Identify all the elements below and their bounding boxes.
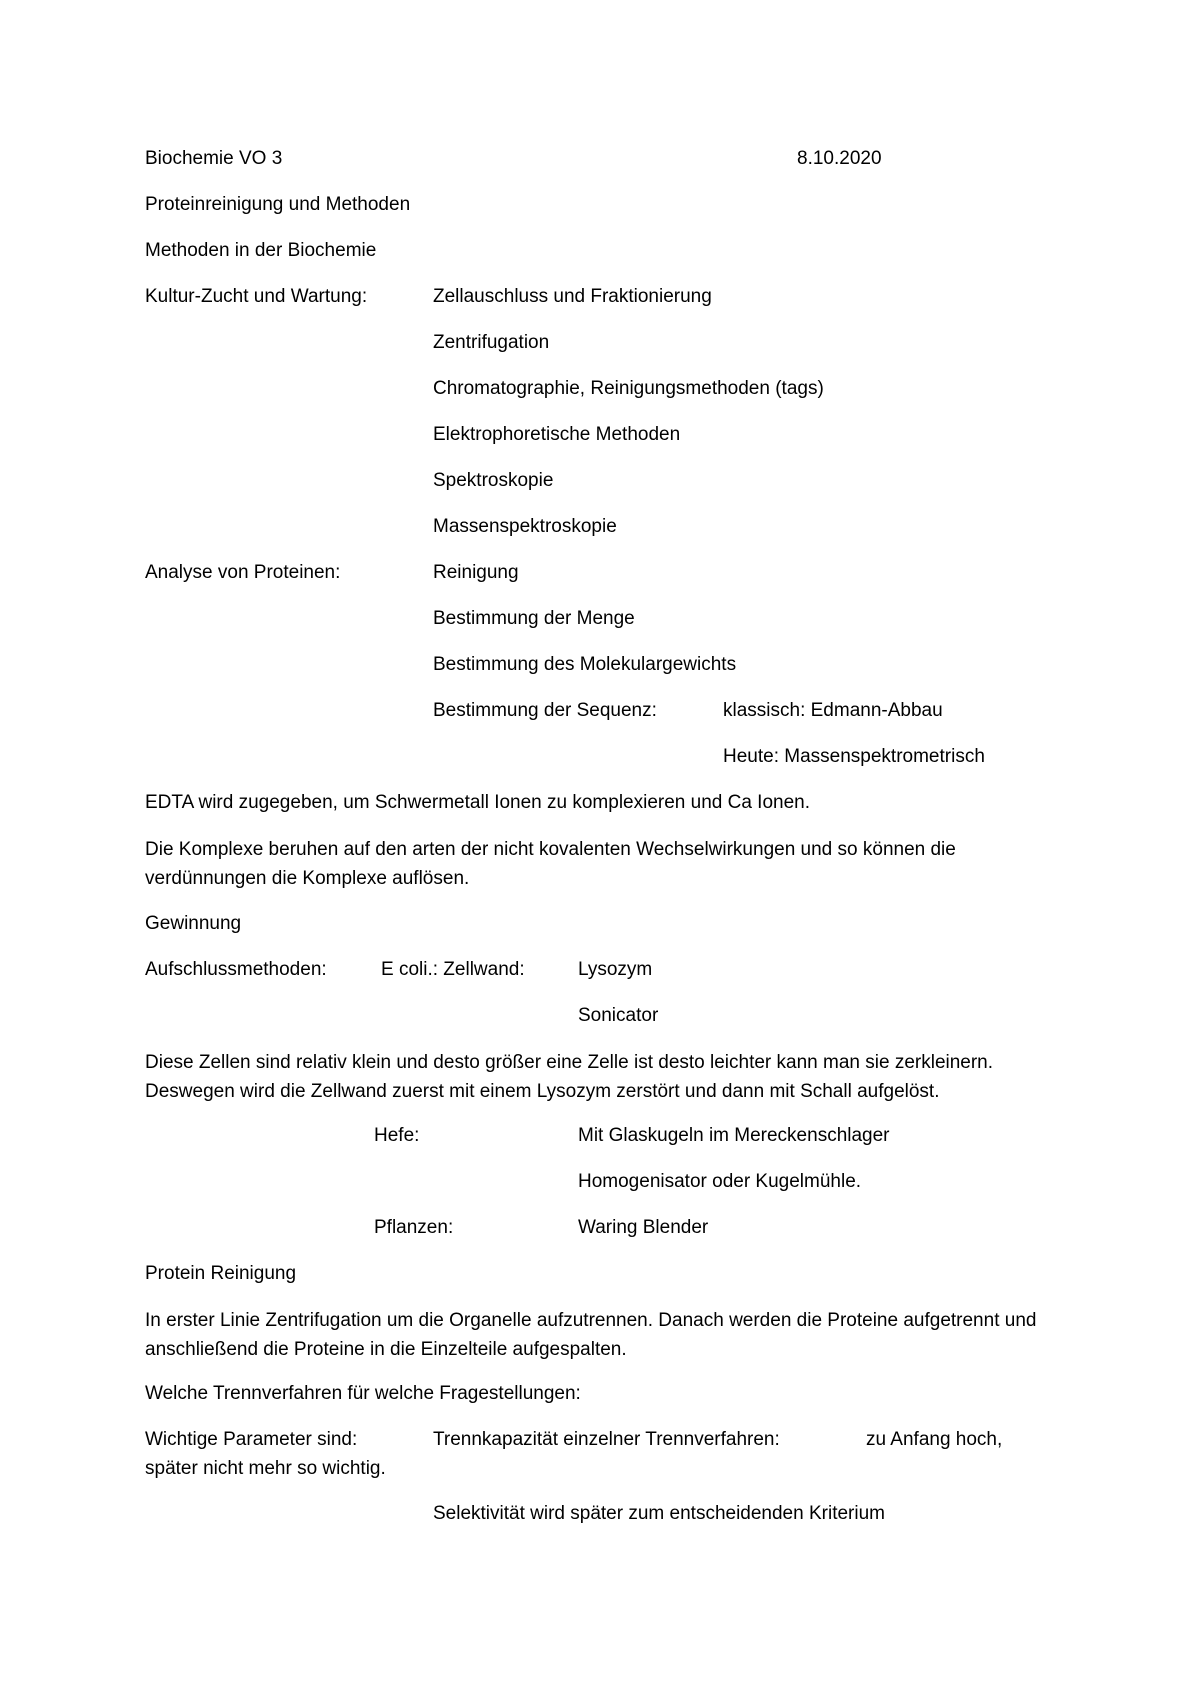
reinigung-heading: Protein Reinigung: [145, 1263, 297, 1284]
kultur-item: Spektroskopie: [433, 470, 554, 491]
analyse-item: Reinigung: [433, 562, 519, 583]
kultur-item: Elektrophoretische Methoden: [433, 424, 681, 445]
analyse-item: Bestimmung der Menge: [433, 608, 635, 629]
document-title: Biochemie VO 3: [145, 148, 283, 169]
reinigung-paragraph: In erster Linie Zentrifugation um die Organelle aufzutrennen. Danach werden die Proteine aufgetrennt und anschließend die Proteine in die Einzelteile aufgespalten.: [145, 1310, 1037, 1360]
trenn-question: Welche Trennverfahren für welche Fragestellungen:: [145, 1383, 581, 1404]
parameter-continuation: später nicht mehr so wichtig.: [145, 1458, 386, 1479]
edta-paragraph: EDTA wird zugegeben, um Schwermetall Ionen zu komplexieren und Ca Ionen.: [145, 792, 811, 813]
aufschluss-label: Aufschlussmethoden:: [145, 959, 327, 980]
kultur-item: Chromatographie, Reinigungsmethoden (tags): [433, 378, 824, 399]
hefe-label: Hefe:: [374, 1125, 420, 1146]
ecoli-item: Sonicator: [578, 1005, 659, 1026]
zellen-paragraph: Diese Zellen sind relativ klein und desto größer eine Zelle ist desto leichter kann man sie zerkleinern. Deswegen wird die Zellwand zuerst mit einem Lysozym zerstört und dann mit Schall aufgelöst.: [145, 1052, 994, 1102]
ecoli-label: E coli.: Zellwand:: [381, 959, 525, 980]
pflanzen-item: Waring Blender: [578, 1217, 709, 1238]
parameter-label: Wichtige Parameter sind:: [145, 1429, 358, 1450]
methods-heading: Methoden in der Biochemie: [145, 240, 377, 261]
pflanzen-label: Pflanzen:: [374, 1217, 454, 1238]
parameter-kapazitaet: Trennkapazität einzelner Trennverfahren:: [433, 1429, 780, 1450]
analyse-item: Bestimmung des Molekulargewichts: [433, 654, 737, 675]
hefe-item: Homogenisator oder Kugelmühle.: [578, 1171, 862, 1192]
komplexe-paragraph: Die Komplexe beruhen auf den arten der nicht kovalenten Wechselwirkungen und so können die verdünnungen die Komplexe auflösen.: [145, 839, 956, 889]
document-date: 8.10.2020: [797, 148, 882, 169]
sequenz-today: Heute: Massenspektrometrisch: [723, 746, 985, 767]
kultur-item: Zentrifugation: [433, 332, 550, 353]
ecoli-item: Lysozym: [578, 959, 653, 980]
hefe-item: Mit Glaskugeln im Mereckenschlager: [578, 1125, 890, 1146]
kultur-label: Kultur-Zucht und Wartung:: [145, 286, 368, 307]
analyse-label: Analyse von Proteinen:: [145, 562, 341, 583]
sequenz-classic: klassisch: Edmann-Abbau: [723, 700, 943, 721]
selektivitaet-line: Selektivität wird später zum entscheidenden Kriterium: [433, 1503, 885, 1524]
gewinnung-heading: Gewinnung: [145, 913, 242, 934]
analyse-item: Bestimmung der Sequenz:: [433, 700, 657, 721]
kultur-item: Massenspektroskopie: [433, 516, 617, 537]
topic-heading: Proteinreinigung und Methoden: [145, 194, 411, 215]
parameter-value: zu Anfang hoch,: [866, 1429, 1003, 1450]
kultur-item: Zellauschluss und Fraktionierung: [433, 286, 712, 307]
